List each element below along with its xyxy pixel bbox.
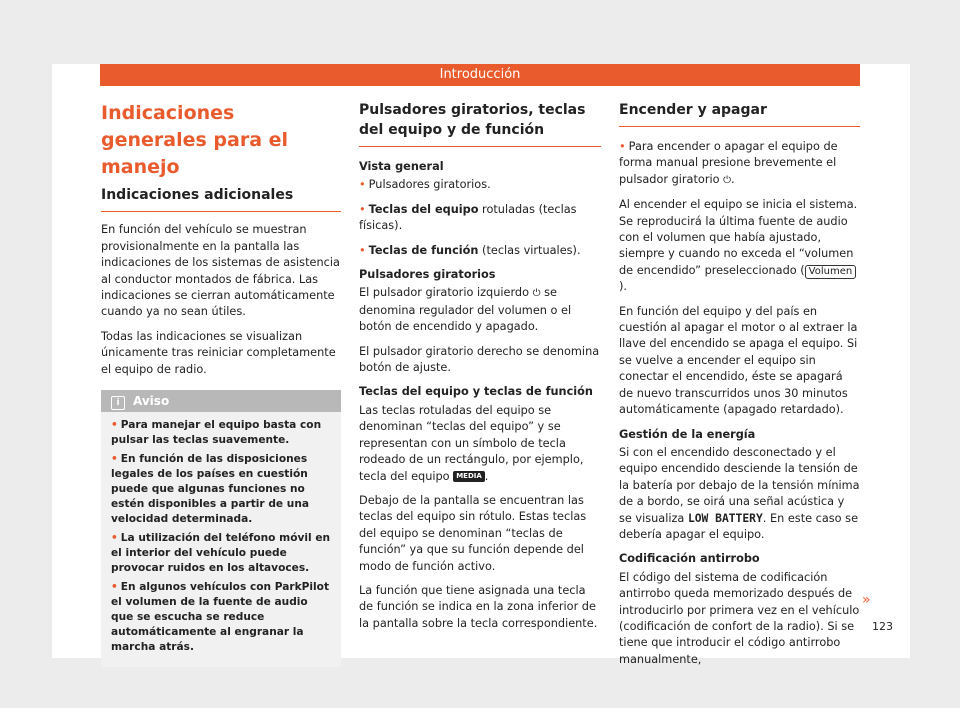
paragraph: Todas las indicaciones se visualizan únicamente tras reiniciar completamente el equipo de radio. xyxy=(101,329,336,376)
notice-item: • En función de las disposiciones legales de los países en cuestión puede que algunas funciones no estén disponibles a partir de una velocidad determinada. xyxy=(111,453,310,526)
bullet-icon: • xyxy=(359,243,366,257)
keys-heading: Teclas del equipo y teclas de función xyxy=(359,385,593,399)
bullet-icon: • xyxy=(359,178,366,192)
volume-key-icon: Volumen xyxy=(805,265,857,279)
paragraph: Al encender el equipo se inicia el sistema. Se reproducirá la última fuente de audio con el volumen que había ajustado, siempre y cuando no exceda el “volumen de encendido” preseleccionado ( Volumen). xyxy=(619,198,858,294)
low-battery-message: LOW BATTERY xyxy=(687,511,763,525)
paragraph: Si con el encendido desconectado y el equipo encendido desciende la tensión de la batería por debajo de la tensión mínima de a bordo, se oirá una señal acústica y se visualiza LOW BATTERY. En este caso se debería apagar el equipo. xyxy=(619,445,860,541)
column-2 xyxy=(359,100,601,640)
list-item: • Teclas de función (teclas virtuales). xyxy=(359,243,581,257)
list-item: • Para encender o apagar el equipo de forma manual presione brevemente el pulsador giratorio ⏻. xyxy=(619,139,860,189)
notice-item: • Para manejar el equipo basta con pulsar las teclas suavemente. xyxy=(111,419,322,447)
code-heading: Codificación antirrobo xyxy=(619,552,760,566)
bullet-icon: • xyxy=(111,532,118,545)
list-item: • Teclas del equipo rotuladas (teclas físicas). xyxy=(359,202,577,233)
paragraph: Las teclas rotuladas del equipo se denominan “teclas del equipo” y se representan con un símbolo de tecla rodeado de un rectángulo, por ejemplo, tecla del equipo MEDIA . xyxy=(359,403,584,483)
media-key-icon: MEDIA xyxy=(453,471,485,482)
paragraph: Debajo de la pantalla se encuentran las teclas del equipo sin rótulo. Estas teclas del equipo se denominan “teclas de función” ya que su función depende del modo de función activo. xyxy=(359,493,587,573)
subsection-title: Indicaciones adicionales xyxy=(101,187,341,212)
overview-heading: Vista general xyxy=(359,160,444,173)
paragraph: En función del equipo y del país en cuestión al apagar el motor o al extraer la llave del encendido se apaga el equipo. Si se vuelve a encender el equipo sin conectar el encendido, éste se apagará de nuevo transcurridos unos 30 minutos automáticamente (apagado retardado). xyxy=(619,304,858,417)
section-title: Pulsadores giratorios, teclas del equipo y de función xyxy=(359,100,601,147)
bullet-icon: • xyxy=(111,453,118,466)
paragraph: El código del sistema de codificación antirrobo queda memorizado después de introducirlo por primera vez en el vehículo (codificación de confort de la radio). Si se tiene que introducir el código antirrobo manualmente, xyxy=(619,570,860,666)
paragraph: La función que tiene asignada una tecla de función se indica en la zona inferior de la pantalla sobre la tecla correspondiente. xyxy=(359,583,598,630)
knobs-heading: Pulsadores giratorios xyxy=(359,268,496,282)
section-title: Encender y apagar xyxy=(619,100,860,127)
paragraph: En función del vehículo se muestran provisionalmente en la pantalla las indicaciones de los sistemas de asistencia al conductor montados de fábrica. Las indicaciones se cierran automáticamente cuando ya no sean útiles. xyxy=(101,223,340,319)
list-item: • Pulsadores giratorios. xyxy=(359,178,491,192)
notice-item: • La utilización del teléfono móvil en el interior del vehículo puede provocar ruidos en los altavoces. xyxy=(111,532,331,575)
section-title: Indicaciones generales para el manejo xyxy=(101,102,289,178)
page-number: 123 xyxy=(872,620,893,633)
bullet-icon: • xyxy=(111,419,118,432)
chapter-header: Introducción xyxy=(100,64,860,86)
column-3 xyxy=(619,100,860,676)
bullet-icon: • xyxy=(619,140,626,153)
notice-box xyxy=(101,390,341,667)
bullet-icon: • xyxy=(359,202,366,216)
rotary-knob-icon: ⏻ xyxy=(723,174,732,186)
info-icon: i xyxy=(111,396,125,410)
notice-item: • En algunos vehículos con ParkPilot el volumen de la fuente de audio que se escucha se reduce automáticamente al engranar la marcha atrás. xyxy=(111,581,330,654)
column-1 xyxy=(101,100,341,667)
bullet-icon: • xyxy=(111,581,118,594)
paragraph: El pulsador giratorio izquierdo ⏻ se denomina regulador del volumen o el botón de encendido y apagado. xyxy=(359,286,572,334)
energy-heading: Gestión de la energía xyxy=(619,427,756,441)
rotary-knob-icon: ⏻ xyxy=(532,288,541,300)
notice-label: Aviso xyxy=(133,394,170,409)
paragraph: El pulsador giratorio derecho se denomina botón de ajuste. xyxy=(359,344,600,375)
continue-icon: » xyxy=(862,592,871,608)
notice-header xyxy=(101,390,341,412)
